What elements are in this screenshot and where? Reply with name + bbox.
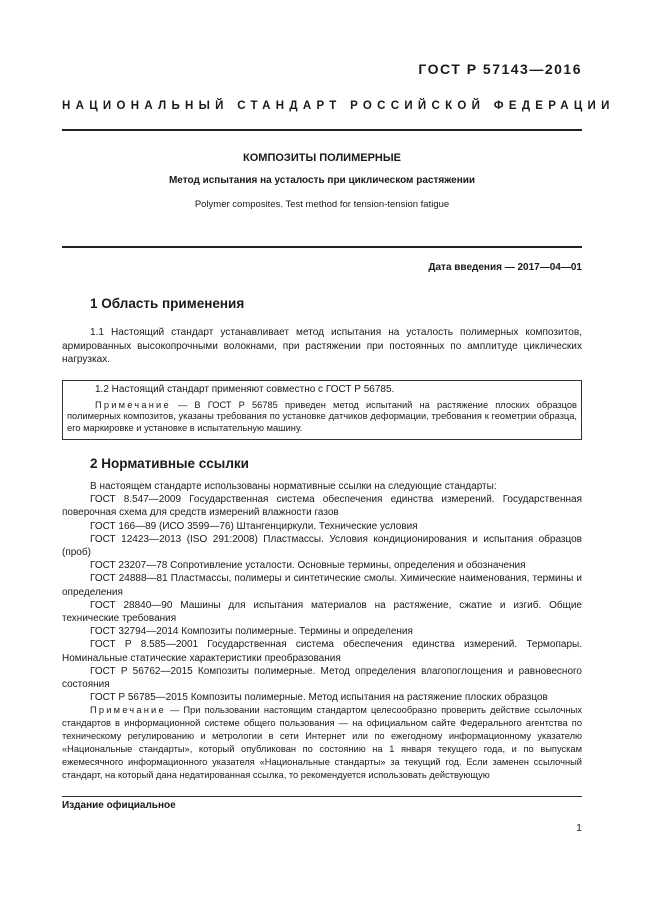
document-id: ГОСТ Р 57143—2016 xyxy=(418,61,582,77)
document-subtitle: Метод испытания на усталость при циклическом растяжении xyxy=(168,175,476,186)
amendment-box xyxy=(62,380,582,440)
reference-item: ГОСТ 12423—2013 (ISO 291:2008) Пластмассы. Условия кондиционирования и испытания образцов (проб) xyxy=(62,533,582,559)
reference-item: ГОСТ 28840—90 Машины для испытания материалов на растяжение, сжатие и изгиб. Общие технические требования xyxy=(62,599,582,625)
reference-item: ГОСТ 8.547—2009 Государственная система обеспечения единства измерений. Государственная поверочная схема для средств измерений влажности газов xyxy=(62,494,582,519)
section-2-heading: 2 Нормативные ссылки xyxy=(90,456,249,471)
section-1-heading: 1 Область применения xyxy=(90,296,245,311)
paragraph-1-1 xyxy=(62,326,582,367)
edition-label: Издание официальное xyxy=(62,800,176,811)
title-divider xyxy=(62,246,582,248)
note-text: — В ГОСТ Р 56785 приведен метод испытаний на растяжение плоских образцов полимерных композитов, указаны требования по установке датчиков деформации, требования к геометрии образца, его маркировке и установке в испытательную машину. xyxy=(67,399,577,434)
references-list xyxy=(62,480,582,704)
paragraph-1-1-text: 1.1 Настоящий стандарт устанавливает метод испытания на усталость полимерных композитов, армированных высокопрочными волокнами, при растяжении при постоянных по амплитуде циклических нагрузках. xyxy=(62,327,582,365)
reference-item: ГОСТ Р 8.585—2001 Государственная система обеспечения единства измерений. Термопары. Номинальные статические характеристики преобразования xyxy=(62,639,582,664)
footer-divider xyxy=(62,796,582,797)
note-1 xyxy=(67,400,577,435)
reference-item: ГОСТ Р 56762—2015 Композиты полимерные. Метод определения влагопоглощения и равновесного состояния xyxy=(62,665,582,691)
document-title: КОМПОЗИТЫ ПОЛИМЕРНЫЕ xyxy=(243,152,401,164)
reference-item: ГОСТ 166—89 (ИСО 3599—76) Штангенциркули. Технические условия xyxy=(90,520,418,532)
reference-item: ГОСТ 32794—2014 Композиты полимерные. Термины и определения xyxy=(90,626,413,638)
standard-title: НАЦИОНАЛЬНЫЙ СТАНДАРТ РОССИЙСКОЙ ФЕДЕРАЦИИ xyxy=(62,100,615,112)
note-label: Примечание xyxy=(90,705,166,715)
note-2 xyxy=(62,704,582,782)
paragraph-1-2: 1.2 Настоящий стандарт применяют совместно с ГОСТ Р 56785. xyxy=(95,384,395,395)
english-title: Polymer composites. Test method for tension-tension fatigue xyxy=(194,199,450,210)
reference-item: ГОСТ 24888—81 Пластмассы, полимеры и синтетические смолы. Химические наименования, термины и определения xyxy=(62,573,582,598)
reference-item: ГОСТ 23207—78 Сопротивление усталости. Основные термины, определения и обозначения xyxy=(90,560,526,572)
page-number: 1 xyxy=(576,822,582,834)
note-text: — При пользовании настоящим стандартом целесообразно проверить действие ссылочных стандартов в информационной системе общего пользования — на официальном сайте Федерального агентства по техническому регулированию и метрологии в сети Интернет или по ежегодному информационному указателю «Национальные стандарты», который опубликован по состоянию на 1 января текущего года, и по выпускам ежемесячного информационного указателя «Национальные стандарты» за текущий год. Если заменен ссылочный стандарт, на который дана недатированная ссылка, то рекомендуется использовать действующую xyxy=(62,705,582,780)
reference-item: ГОСТ Р 56785—2015 Композиты полимерные. Метод испытания на растяжение плоских образцов xyxy=(90,692,548,704)
effective-date: Дата введения — 2017—04—01 xyxy=(428,262,582,273)
references-intro: В настоящем стандарте использованы нормативные ссылки на следующие стандарты: xyxy=(90,481,497,492)
note-label: Примечание xyxy=(95,399,171,410)
top-divider xyxy=(62,129,582,131)
